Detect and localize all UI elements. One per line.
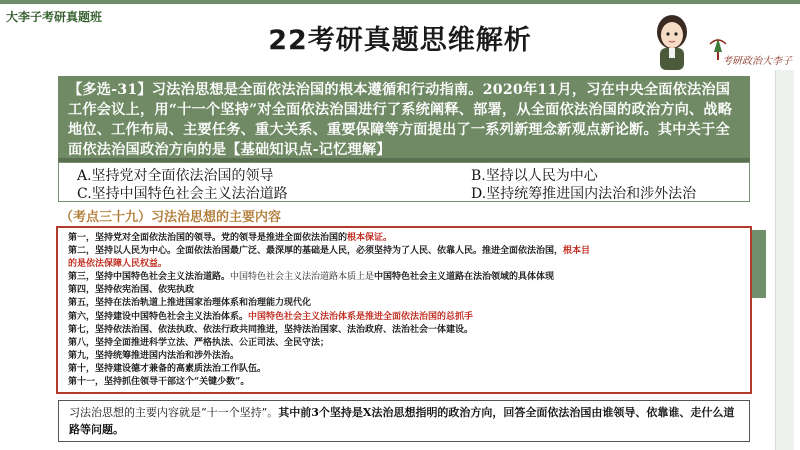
options-panel (58, 162, 750, 202)
content-text: 中国特色社会主义道路在法治领域的具体体现 (374, 272, 555, 283)
content-text: 第七，坚持依法治国、依法执政、依法行政共同推进， (68, 324, 285, 335)
highlight-text: 根本保证。 (347, 233, 393, 243)
decorative-bar (752, 230, 766, 298)
content-line-5: 第四，坚持依宪治国、依宪执政 (68, 285, 195, 296)
question-panel (58, 76, 750, 162)
content-text: 第六，坚持建设中国特色社会主义法治体系。 (68, 311, 249, 322)
right-side-rail (775, 70, 794, 450)
option-a: A.坚持党对全面依法治国的领导 (77, 168, 274, 184)
content-line-1 (68, 232, 740, 245)
content-text: 第二，坚持以人民为中心。全面依法治国最广泛、最深厚的基础是人民，必须坚持为了人民、依靠人民。推进全面依法治国， (68, 246, 564, 257)
option-d: D.坚持统筹推进国内法治和涉外法治 (471, 186, 697, 202)
content-line-12: 第十一，坚持抓住领导干部这个“关键少数”。 (68, 377, 250, 388)
content-line-7 (68, 311, 740, 324)
content-line-6: 第五，坚持在法治轨道上推进国家治理体系和治理能力现代化 (68, 298, 312, 309)
cartoon-avatar-icon (648, 10, 696, 70)
highlight-text: 的是依法保障人民权益。 (68, 259, 168, 270)
summary-emphasis: 其中前3个坚持是X法治思想指明的政治方向，回答全面依法治国由谁领导、依靠谁、走什么道路等问题。 (69, 406, 735, 436)
content-line-3 (68, 258, 740, 271)
content-line-8 (68, 324, 740, 337)
content-line-10: 第九，坚持统筹推进国内法治和涉外法治。 (68, 350, 240, 361)
content-text: 中国特色社会主义法治道路本质上是 (230, 272, 375, 283)
brand-label: 大李子考研真题班 (6, 10, 103, 24)
content-text: 第一，坚持党对全面依法治国的领导。党的领导是推进全面依法治国的 (68, 233, 348, 243)
question-text: 【多选-31】习法治思想是全面依法治国的根本遵循和行动指南。2020年11月，习在中央全面依法治国工作会议上，用“十一个坚持”对全面依法治国进行了系统阐释、部署，从全面依法治国的政治方向、战略地位、工作布局、主要任务、重大关系、重要保障等方面提出了一系列新理念新观点新论断。其中关于全面依法治国政治方向的是【基础知识点-记忆理解】 (68, 82, 733, 158)
option-c: C.坚持中国特色社会主义法治道路 (77, 186, 288, 202)
summary-text: 习法治思想的主要内容就是“十一个坚持”。 (69, 406, 279, 419)
section-heading: （考点三十九）习法治思想的主要内容 (60, 210, 282, 225)
content-line-2 (68, 245, 740, 258)
top-accent-bar (0, 0, 800, 4)
content-line-11: 第十，坚持建设德才兼备的高素质法治工作队伍。 (68, 363, 267, 374)
option-b: B.坚持以人民为中心 (471, 168, 598, 184)
summary-panel (58, 400, 750, 442)
highlight-text: 中国特色社会主义法治体系是推进全面依法治国的总抓手 (248, 311, 474, 322)
content-text: 第三，坚持中国特色社会主义法治道路。 (68, 272, 231, 283)
content-text: 坚持法治国家、法治政府、法治社会一体建设。 (284, 324, 474, 335)
highlight-text: 根本目 (563, 246, 591, 257)
content-panel (56, 226, 752, 394)
page-title: 22考研真题思维解析 (268, 25, 532, 56)
brand-logo-text: 考研政治大李子 (722, 56, 792, 67)
content-line-9: 第八，坚持全面推进科学立法、严格执法、公正司法、全民守法； (68, 337, 330, 348)
content-line-4 (68, 271, 740, 284)
